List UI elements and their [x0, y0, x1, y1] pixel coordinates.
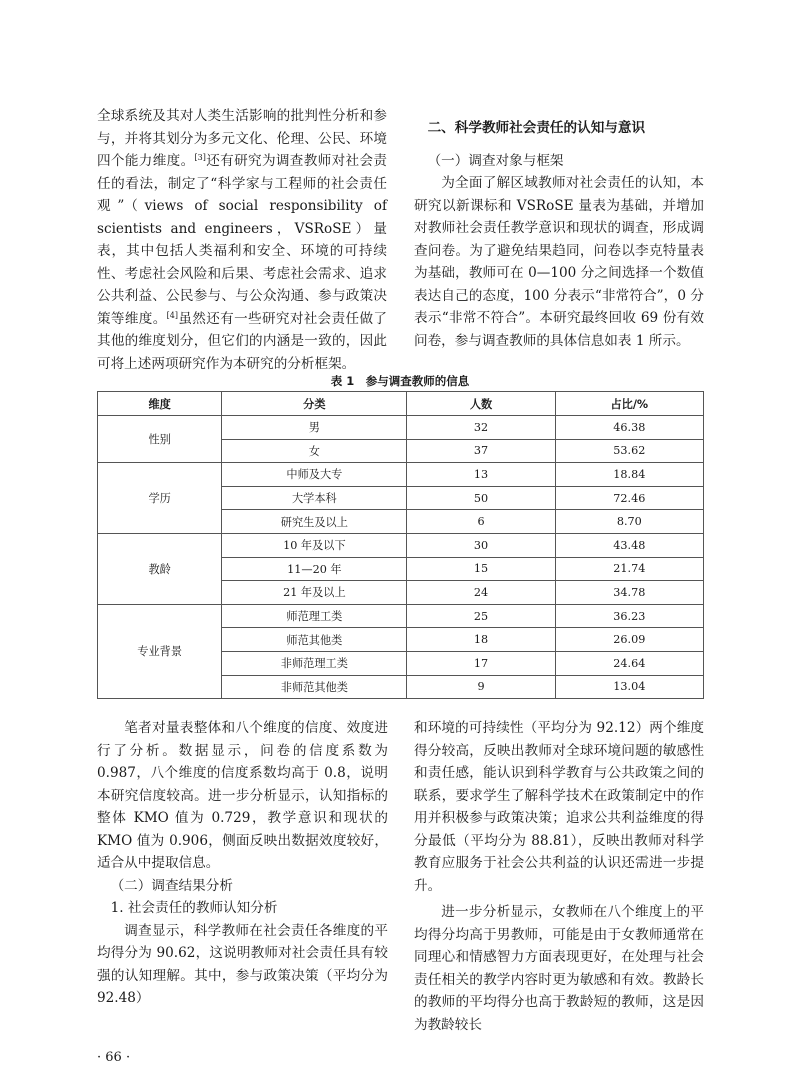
table-row [98, 416, 704, 440]
percent-cell: 53.62 [555, 439, 703, 463]
count-cell: 37 [407, 439, 555, 463]
percent-cell: 18.84 [555, 463, 703, 487]
category-cell: 11—20 年 [222, 557, 407, 581]
count-cell: 17 [407, 651, 555, 675]
dimension-cell: 性别 [98, 416, 222, 463]
count-cell: 24 [407, 581, 555, 605]
category-cell: 女 [222, 439, 407, 463]
survey-paragraph: 调查显示，科学教师在社会责任各维度的平均得分为 90.62，这说明教师对社会责任具有较强的认知理解。其中，参与政策决策（平均分为 92.48） [97, 922, 388, 1006]
percent-cell: 24.64 [555, 651, 703, 675]
header-percent: 占比/% [555, 392, 703, 416]
count-cell: 15 [407, 557, 555, 581]
right-column [414, 105, 704, 352]
table-caption: 表 1 参与调查教师的信息 [330, 374, 470, 388]
dimension-cell: 专业背景 [98, 604, 222, 698]
percent-cell: 26.09 [555, 628, 703, 652]
category-cell: 研究生及以上 [222, 510, 407, 534]
count-cell: 18 [407, 628, 555, 652]
bottom-right-column [414, 717, 704, 1036]
category-cell: 中师及大专 [222, 463, 407, 487]
count-cell: 32 [407, 416, 555, 440]
category-cell: 非师范理工类 [222, 651, 407, 675]
category-cell: 师范理工类 [222, 604, 407, 628]
section-heading: 二、科学教师社会责任的认知与意识 [427, 120, 646, 136]
results-subheading: （二）调查结果分析 [110, 877, 233, 894]
dimension-cell: 学历 [98, 463, 222, 534]
left-paragraph: 全球系统及其对人类生活影响的批判性分析和参与，并将其划分为多元文化、伦理、公民、环境四个能力维度。[3]还有研究为调查教师对社会责任的看法，制定了“科学家与工程师的社会责任观”（views of social responsibility of scientists and engineers，VSRoSE）量表，其中包括人类福利和安全、环境的可持续性、考虑社会风险和后果、考虑社会需求、追求公共利益、公民参与、与公众沟通、参与政策决策等维度。[4]虽然还有一些研究对社会责任做了其他的维度划分，但它们的内涵是一致的，因此可将上述两项研究作为本研究的分析框架。 [97, 108, 388, 372]
table-header-row [98, 392, 704, 416]
count-cell: 9 [407, 675, 555, 699]
percent-cell: 34.78 [555, 581, 703, 605]
percent-cell: 43.48 [555, 533, 703, 557]
percent-cell: 8.70 [555, 510, 703, 534]
count-cell: 6 [407, 510, 555, 534]
header-count: 人数 [407, 392, 555, 416]
category-cell: 21 年及以上 [222, 581, 407, 605]
table-row [98, 463, 704, 487]
subsection-heading: （一）调查对象与框架 [427, 152, 564, 169]
percent-cell: 36.23 [555, 604, 703, 628]
category-cell: 非师范其他类 [222, 675, 407, 699]
percent-cell: 46.38 [555, 416, 703, 440]
citation-ref: [4] [166, 310, 179, 320]
page-number: · 66 · [97, 1050, 131, 1065]
percent-cell: 72.46 [555, 486, 703, 510]
category-cell: 男 [222, 416, 407, 440]
count-cell: 13 [407, 463, 555, 487]
category-cell: 大学本科 [222, 486, 407, 510]
cognition-subsubheading: 1. 社会责任的教师认知分析 [110, 900, 278, 916]
bottom-left-column [97, 717, 388, 1010]
continued-paragraph: 和环境的可持续性（平均分为 92.12）两个维度得分较高，反映出教师对全球环境问题的敏感性和责任感，能认识到科学教育与公共政策之间的联系，要求学生了解科学技术在政策制定中的作用并积极参与政策决策；追求公共利益维度的得分最低（平均分为 88.81），反映出教师对科学教育应服务于社会公共利益的认识还需进一步提升。 [414, 720, 704, 894]
teacher-info-table [97, 391, 704, 699]
reliability-paragraph: 笔者对量表整体和八个维度的信度、效度进行了分析。数据显示，问卷的信度系数为 0.987，八个维度的信度系数均高于 0.8，说明本研究信度较高。进一步分析显示，认知指标的整体 KMO 值为 0.729，教学意识和现状的 KMO 值为 0.906，侧面反映出数据效度较好，适合从中提取信息。 [97, 720, 388, 871]
table-row [98, 533, 704, 557]
header-dimension: 维度 [98, 392, 222, 416]
count-cell: 30 [407, 533, 555, 557]
count-cell: 25 [407, 604, 555, 628]
count-cell: 50 [407, 486, 555, 510]
dimension-cell: 教龄 [98, 533, 222, 604]
percent-cell: 13.04 [555, 675, 703, 699]
header-category: 分类 [222, 392, 407, 416]
percent-cell: 21.74 [555, 557, 703, 581]
citation-ref: [3] [194, 153, 206, 162]
category-cell: 师范其他类 [222, 628, 407, 652]
analysis-paragraph: 进一步分析显示，女教师在八个维度上的平均得分均高于男教师，可能是由于女教师通常在同理心和情感智力方面表现更好，在处理与社会责任相关的教学内容时更为敏感和有效。教龄长的教师的平均得分也高于教龄短的教师，这是因为教龄较长 [414, 904, 704, 1033]
left-column [97, 105, 387, 375]
category-cell: 10 年及以下 [222, 533, 407, 557]
right-paragraph: 为全面了解区域教师对社会责任的认知，本研究以新课标和 VSRoSE 量表为基础，并增加对教师社会责任教学意识和现状的调查，形成调查问卷。为了避免结果趋同，问卷以李克特量表为基础，教师可在 0—100 分之间选择一个数值表达自己的态度，100 分表示“非常符合”，0 分表示“非常不符合”。本研究最终回收 69 份有效问卷，参与调查教师的具体信息如表 1 所示。 [414, 175, 704, 349]
table-row [98, 604, 704, 628]
